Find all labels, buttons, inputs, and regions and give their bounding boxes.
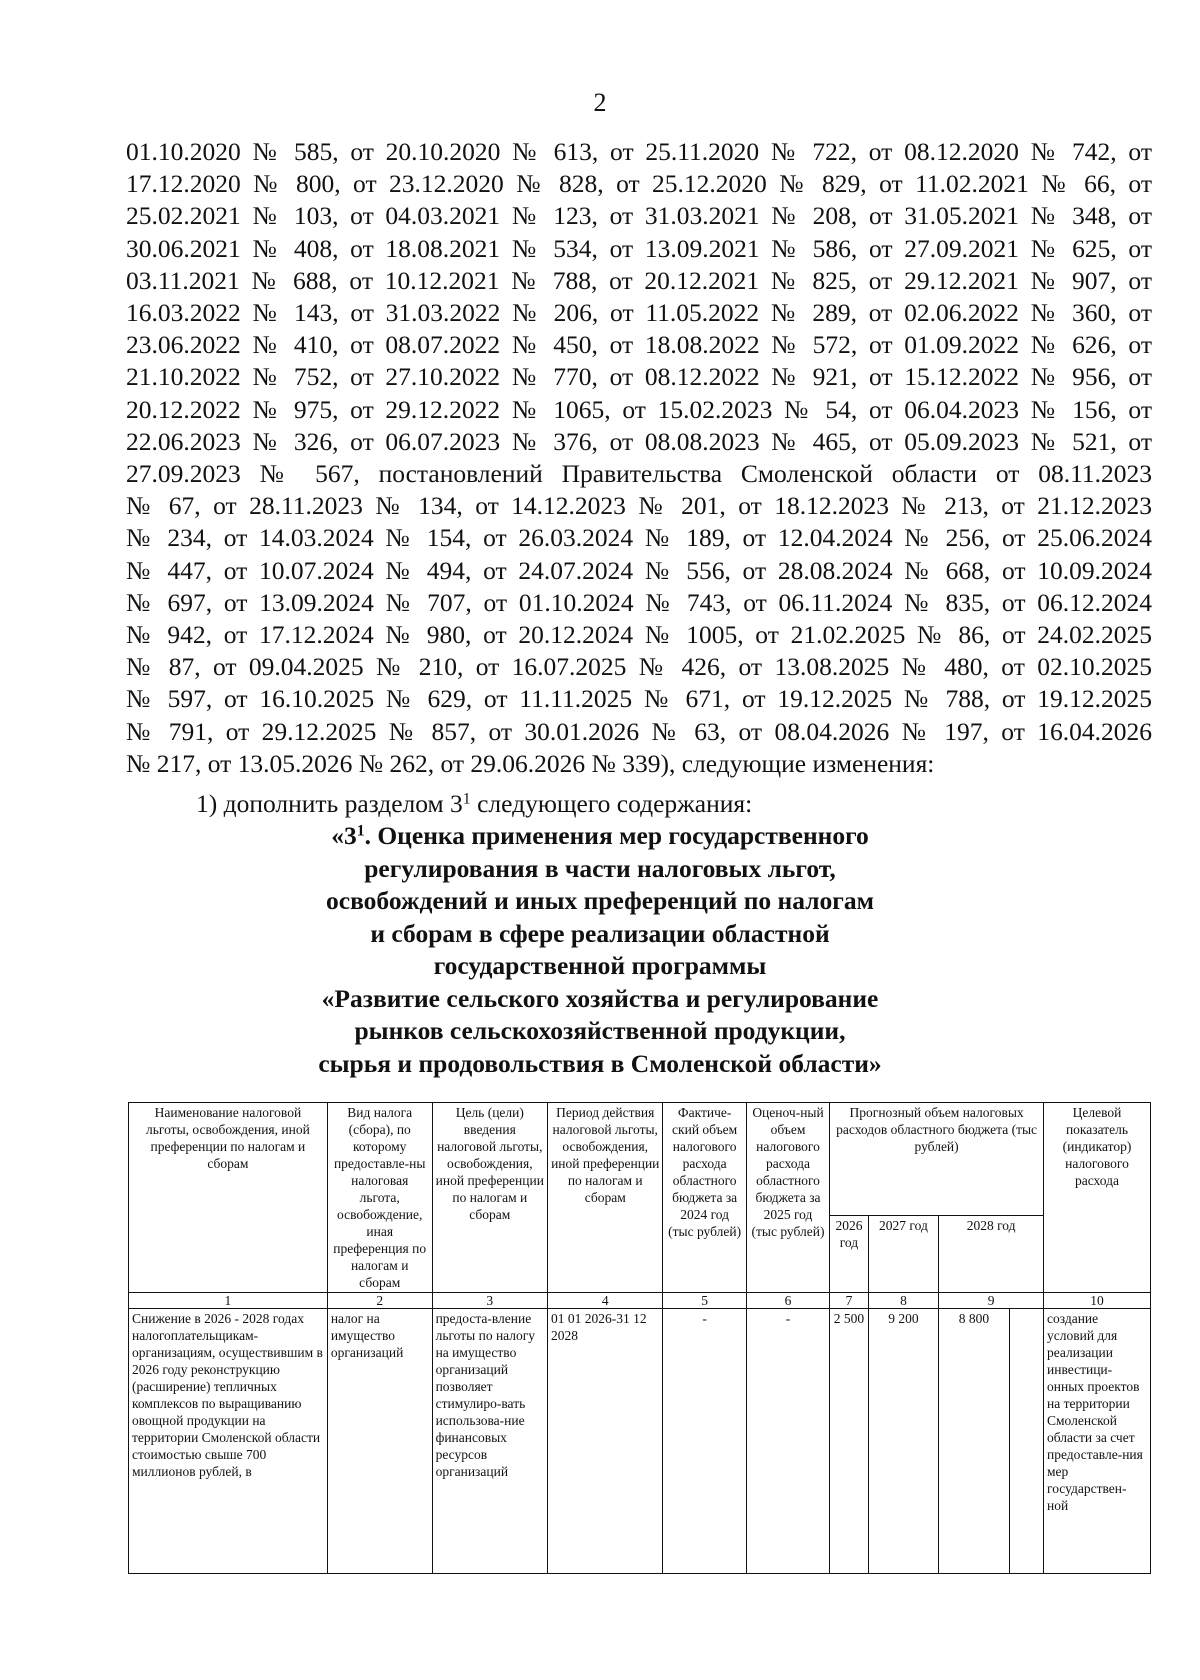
col-number: 5 [663,1293,746,1309]
header-row [129,1103,1151,1216]
title-line: «Развитие сельского хозяйства и регулирование [321,983,879,1013]
cell-forecast-2027: 9 200 [868,1309,939,1574]
text-line: 23.06.2022 № 410, от 08.07.2022 № 450, от 18.08.2022 № 572, от 01.09.2022 № 626, от [126,330,1152,360]
cell-forecast-2028: 8 800 [939,1309,1010,1574]
text-line: № 67, от 28.11.2023 № 134, от 14.12.2023 № 201, от 18.12.2023 № 213, от 21.12.2023 [126,491,1152,521]
header-actual-2024: Фактиче-ский объем налогового расхода областного бюджета за 2024 год (тыс рублей) [663,1103,746,1293]
table-row [129,1309,1151,1574]
text-line: 27.09.2023 № 567, постановлений Правительства Смоленской области от 08.11.2023 [126,459,1152,489]
title-line [200,820,1000,853]
title-line: сырья и продовольствия в Смоленской области» [318,1048,882,1078]
column-numbers-row [129,1293,1151,1309]
title-line: освобождений и иных преференций по налогам [326,886,874,915]
header-tax-type: Вид налога (сбора), по которому предоставле-ны налоговая льгота, освобождение, иная преференция по налогам и сборам [327,1103,432,1293]
header-period: Период действия налоговой льготы, освобождения, иной преференции по налогам и сборам [548,1103,663,1293]
text-line: № 791, от 29.12.2025 № 857, от 30.01.2026 № 63, от 08.04.2026 № 197, от 16.04.2026 [126,716,1152,746]
col-number: 4 [548,1293,663,1309]
col-number: 9 [939,1293,1044,1309]
text-line: 30.06.2021 № 408, от 18.08.2021 № 534, от 13.09.2021 № 586, от 27.09.2021 № 625, от [126,233,1152,263]
col-number: 6 [746,1293,829,1309]
text-line: № 217, от 13.05.2026 № 262, от 29.06.2026 № 339), следующие изменения: [126,748,935,778]
cell-target-indicator: создание условий для реализации инвестици-онных проектов на территории Смоленской области за счет предоставле-ния мер государствен-ной [1044,1309,1151,1574]
item-1-text [196,789,752,819]
cell-goal: предоста-вление льготы по налогу на имущество организаций позволяет стимулиро-вать использова-ние финансовых ресурсов организаций [432,1309,547,1574]
title-open: «3 [331,821,357,850]
page-number: 2 [593,88,607,117]
col-number: 8 [868,1293,939,1309]
cell-period: 01 01 2026-31 12 2028 [548,1309,663,1574]
header-year-2026: 2026 год [830,1215,868,1292]
header-target-indicator: Целевой показатель (индикатор) налогового расхода [1044,1103,1151,1293]
text-line: № 87, от 09.04.2025 № 210, от 16.07.2025 № 426, от 13.08.2025 № 480, от 02.10.2025 [126,652,1152,682]
header-estimate-2025: Оценоч-ный объем налогового расхода областного бюджета за 2025 год (тыс рублей) [746,1103,829,1293]
text-line: 20.12.2022 № 975, от 29.12.2022 № 1065, от 15.02.2023 № 54, от 06.04.2023 № 156, от [126,394,1152,424]
text-line: № 697, от 13.09.2024 № 707, от 01.10.2024 № 743, от 06.11.2024 № 835, от 06.12.2024 [126,587,1152,617]
text-line: 21.10.2022 № 752, от 27.10.2022 № 770, от 08.12.2022 № 921, от 15.12.2022 № 956, от [126,362,1152,392]
text-line: 03.11.2021 № 688, от 10.12.2021 № 788, от 20.12.2021 № 825, от 29.12.2021 № 907, от [126,265,1152,295]
col-number: 7 [830,1293,868,1309]
header-year-2028: 2028 год [939,1215,1044,1292]
section-title [200,820,1000,1080]
item-text-before: 1) дополнить разделом 3 [196,789,463,818]
title-line: и сборам в сфере реализации областной [370,918,830,948]
cell-benefit-name: Снижение в 2026 - 2028 годах налогоплательщикам-организациям, осуществившим в 2026 году реконструкцию (расширение) тепличных комплексов по выращиванию овощной продукции на территории Смоленской области стоимостью свыше 700 миллионов рублей, в [129,1309,328,1574]
header-forecast: Прогнозный объем налоговых расходов областного бюджета (тыс рублей) [830,1103,1044,1216]
text-line: № 597, от 16.10.2025 № 629, от 11.11.2025 № 671, от 19.12.2025 № 788, от 19.12.2025 [126,684,1152,714]
text-line: № 447, от 10.07.2024 № 494, от 24.07.2024 № 556, от 28.08.2024 № 668, от 10.09.2024 [126,555,1152,585]
col-number: 10 [1044,1293,1151,1309]
text-line: № 234, от 14.03.2024 № 154, от 26.03.2024 № 189, от 12.04.2024 № 256, от 25.06.2024 [126,523,1152,553]
text-line: 16.03.2022 № 143, от 31.03.2022 № 206, от 11.05.2022 № 289, от 02.06.2022 № 360, от [126,298,1152,328]
col-number: 3 [432,1293,547,1309]
col-number: 1 [129,1293,328,1309]
tax-benefits-table [128,1102,1151,1574]
item-superscript: 1 [462,790,471,808]
amendment-references-paragraph [126,136,1152,780]
header-benefit-name: Наименование налоговой льготы, освобождения, иной преференции по налогам и сборам [129,1103,328,1293]
text-line: № 942, от 17.12.2024 № 980, от 20.12.2024 № 1005, от 21.02.2025 № 86, от 24.02.2025 [126,620,1152,650]
header-goal: Цель (цели) введения налоговой льготы, освобождения, иной преференции по налогам и сборам [432,1103,547,1293]
cell-tax-type: налог на имущество организаций [327,1309,432,1574]
cell-estimate-2025: - [746,1309,829,1574]
cell-spacer [1009,1309,1043,1574]
title-line: регулирования в части налоговых льгот, [364,853,836,883]
title-line: рынков сельскохозяйственной продукции, [354,1016,846,1045]
col-number: 2 [327,1293,432,1309]
text-line: 22.06.2023 № 326, от 06.07.2023 № 376, от 08.08.2023 № 465, от 05.09.2023 № 521, от [126,426,1152,456]
text-line: 17.12.2020 № 800, от 23.12.2020 № 828, от 25.12.2020 № 829, от 11.02.2021 № 66, от [126,169,1152,199]
cell-forecast-2026: 2 500 [830,1309,868,1574]
title-superscript: 1 [356,822,365,840]
title-line: государственной программы [433,951,767,980]
header-year-2027: 2027 год [868,1215,939,1292]
title-first-rest: . Оценка применения мер государственного [364,821,869,850]
text-line: 01.10.2020 № 585, от 20.10.2020 № 613, от 25.11.2020 № 722, от 08.12.2020 № 742, от [126,137,1152,166]
text-line: 25.02.2021 № 103, от 04.03.2021 № 123, от 31.03.2021 № 208, от 31.05.2021 № 348, от [126,201,1152,231]
item-text-after: следующего содержания: [470,789,753,818]
cell-actual-2024: - [663,1309,746,1574]
